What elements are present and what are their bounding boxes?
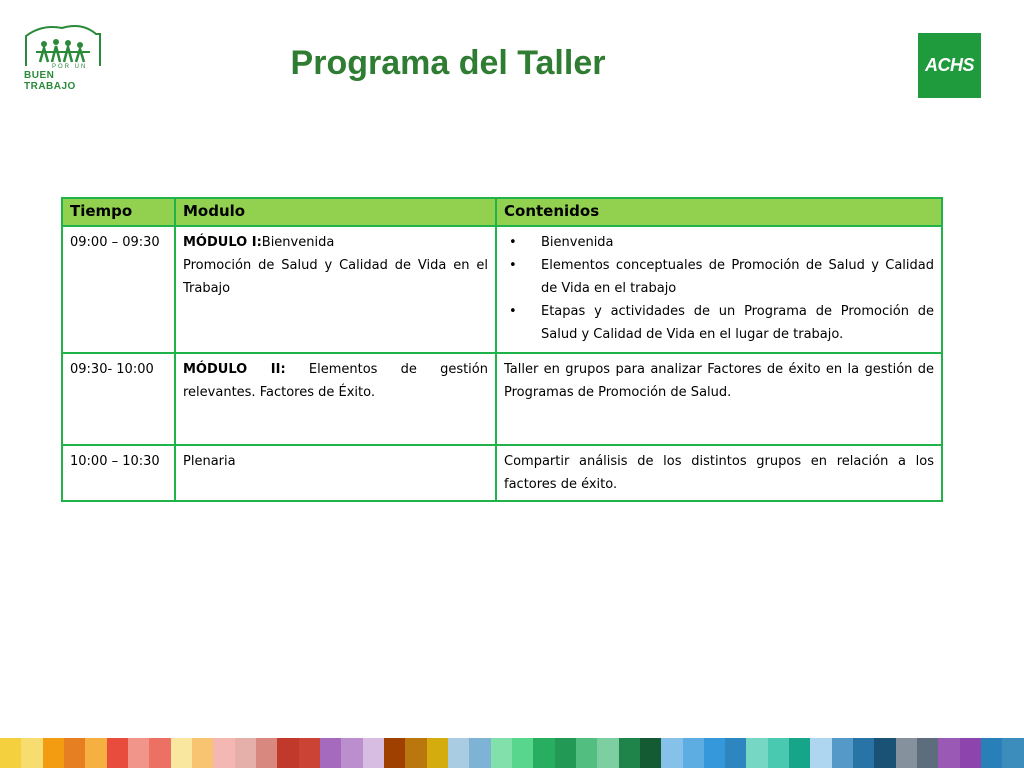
color-strip-segment [555, 738, 576, 768]
color-strip-segment [512, 738, 533, 768]
color-strip-segment [619, 738, 640, 768]
achs-logo-text: ACHS [924, 55, 974, 75]
module-name: Bienvenida [261, 235, 335, 250]
color-strip-segment [981, 738, 1002, 768]
color-strip-segment [107, 738, 128, 768]
color-strip-segment [405, 738, 426, 768]
color-strip-segment [427, 738, 448, 768]
header-module: Modulo [175, 198, 496, 226]
module-cell [175, 226, 496, 353]
color-strip-segment [704, 738, 725, 768]
module-name: Elementos de gestión relevantes. Factores de Éxito. [183, 362, 488, 400]
table-header-row [62, 198, 942, 226]
time-cell: 09:30- 10:00 [62, 353, 175, 445]
color-strip-segment [768, 738, 789, 768]
color-strip-segment [1002, 738, 1023, 768]
color-strip-segment [43, 738, 64, 768]
color-strip-segment [171, 738, 192, 768]
color-strip-segment [85, 738, 106, 768]
list-item: • Etapas y actividades de un Programa de Promoción de Salud y Calidad de Vida en el lugar de trabajo. [504, 300, 934, 346]
color-strip-segment [832, 738, 853, 768]
color-strip-segment [491, 738, 512, 768]
table-row [62, 445, 942, 501]
list-item: • Elementos conceptuales de Promoción de Salud y Calidad de Vida en el trabajo [504, 254, 934, 300]
color-strip-segment [874, 738, 895, 768]
color-strip-segment [341, 738, 362, 768]
contents-cell: Compartir análisis de los distintos grupos en relación a los factores de éxito. [496, 445, 942, 501]
color-strip-segment [896, 738, 917, 768]
color-strip-segment [746, 738, 767, 768]
color-strip-segment [469, 738, 490, 768]
table-row [62, 353, 942, 445]
color-strip-segment [683, 738, 704, 768]
module-cell [175, 353, 496, 445]
header-time: Tiempo [62, 198, 175, 226]
color-strip-segment [21, 738, 42, 768]
contents-cell: Taller en grupos para analizar Factores de éxito en la gestión de Programas de Promoción de Salud. [496, 353, 942, 445]
color-strip-segment [256, 738, 277, 768]
color-strip-segment [299, 738, 320, 768]
color-strip-segment [661, 738, 682, 768]
table-row [62, 226, 942, 353]
color-strip-segment [640, 738, 661, 768]
color-strip-segment [938, 738, 959, 768]
color-strip-segment [725, 738, 746, 768]
color-strip-segment [810, 738, 831, 768]
list-item: • Bienvenida [504, 231, 934, 254]
program-table [61, 197, 943, 502]
time-cell: 09:00 – 09:30 [62, 226, 175, 353]
color-strip-segment [277, 738, 298, 768]
color-strip-segment [576, 738, 597, 768]
color-strip-segment [64, 738, 85, 768]
page-title: Programa del Taller [290, 44, 606, 82]
module-title [183, 231, 488, 254]
achs-logo [918, 33, 981, 98]
color-strip-segment [192, 738, 213, 768]
color-strip-segment [789, 738, 810, 768]
module-description: Promoción de Salud y Calidad de Vida en el Trabajo [183, 258, 488, 296]
color-strip-segment [213, 738, 234, 768]
color-strip-segment [533, 738, 554, 768]
logo-title: BUEN TRABAJO [24, 70, 76, 92]
color-strip-segment [960, 738, 981, 768]
contents-list [504, 231, 934, 346]
time-cell: 10:00 – 10:30 [62, 445, 175, 501]
color-strip-segment [0, 738, 21, 768]
color-strip-segment [853, 738, 874, 768]
contents-cell [496, 226, 942, 353]
module-label: MÓDULO II: [183, 362, 286, 377]
logo-subtitle: POR UN [52, 64, 88, 70]
color-strip-segment [597, 738, 618, 768]
header-contents: Contenidos [496, 198, 942, 226]
module-cell: Plenaria [175, 445, 496, 501]
color-strip-segment [917, 738, 938, 768]
color-strip-segment [128, 738, 149, 768]
color-strip-segment [235, 738, 256, 768]
color-strip-segment [363, 738, 384, 768]
color-strip-segment [149, 738, 170, 768]
module-label: MÓDULO I: [183, 235, 262, 250]
color-strip-segment [448, 738, 469, 768]
decorative-color-strip [0, 738, 1024, 768]
color-strip-segment [384, 738, 405, 768]
color-strip-segment [320, 738, 341, 768]
